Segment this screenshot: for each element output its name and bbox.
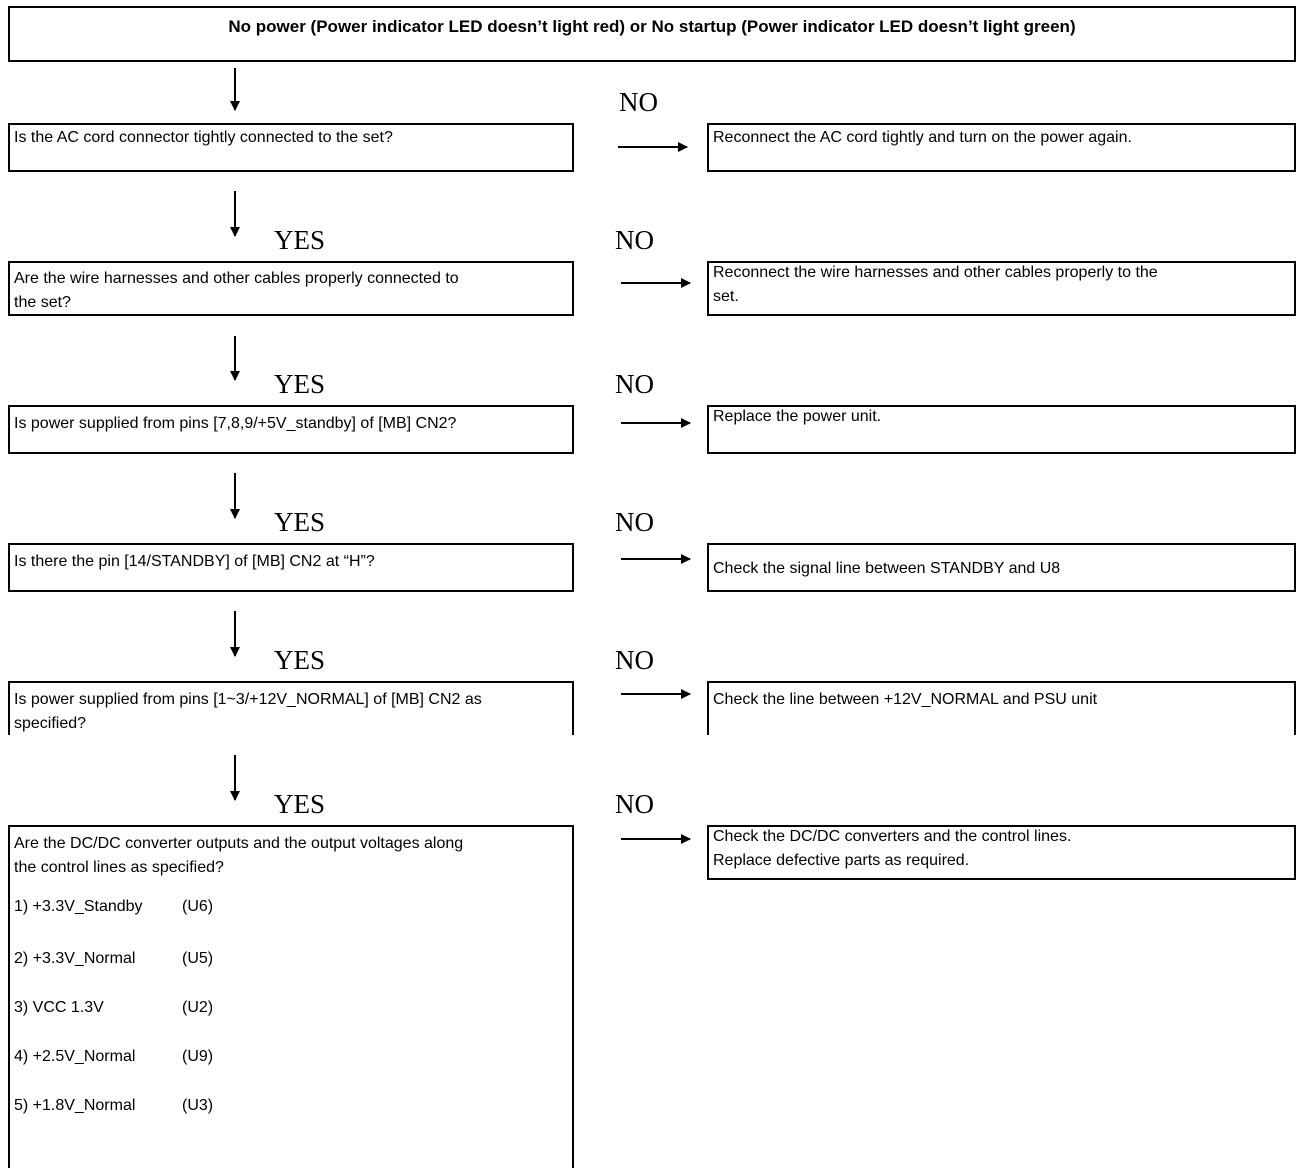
question-text-1: Is the AC cord connector tightly connected to the set? [14,129,393,146]
question-box-4 [8,543,574,592]
question-box-1 [8,123,574,172]
no-label-5: NO [615,645,654,675]
question-text-3: Is power supplied from pins [7,8,9/+5V_standby] of [MB] CN2? [14,415,457,432]
action-text-2: Reconnect the wire harnesses and other cables properly to the set. [713,264,1158,305]
action-box-1 [707,123,1296,172]
action-box-2 [707,261,1296,316]
converter-ref: (U9) [182,1048,214,1065]
no-label-3: NO [615,369,654,399]
yes-label-5: YES [274,789,326,819]
action-text-5: Check the line between +12V_NORMAL and PSU unit [713,691,1098,708]
converter-ref: (U2) [182,999,214,1016]
question-text-4: Is there the pin [14/STANDBY] of [MB] CN2 at “H”? [14,553,375,570]
no-label-6: NO [615,789,654,819]
action-box-5 [707,681,1296,735]
question-box-3 [8,405,574,454]
flowchart-title: No power (Power indicator LED doesn’t light red) or No startup (Power indicator LED doesn’t light green) [228,17,1076,36]
yes-label-1: YES [274,225,326,255]
question-text-6: Are the DC/DC converter outputs and the output voltages along the control lines as specified? [14,835,464,876]
converter-name: 5) +1.8V_Normal [14,1097,136,1114]
converter-ref: (U3) [182,1097,214,1114]
action-box-3 [707,405,1296,454]
converter-item-1 [14,896,214,918]
converter-item-5 [14,1095,214,1117]
converter-name: 1) +3.3V_Standby [14,898,143,915]
converter-item-2 [14,948,214,970]
converter-ref: (U6) [182,898,214,915]
converter-item-3 [14,997,214,1019]
converter-name: 2) +3.3V_Normal [14,950,136,967]
yes-label-4: YES [274,645,326,675]
action-text-3: Replace the power unit. [713,408,882,425]
action-text-4: Check the signal line between STANDBY and U8 [713,560,1061,577]
action-box-4 [707,543,1296,592]
converter-name: 4) +2.5V_Normal [14,1048,136,1065]
yes-label-3: YES [274,507,326,537]
converter-name: 3) VCC 1.3V [14,999,104,1016]
no-label-1: NO [619,87,658,117]
converter-item-4 [14,1046,214,1068]
question-box-5 [8,681,574,735]
converter-list-box [8,878,574,1168]
yes-label-2: YES [274,369,326,399]
question-box-6 [8,825,574,880]
action-text-1: Reconnect the AC cord tightly and turn on the power again. [713,129,1132,146]
no-label-2: NO [615,225,654,255]
action-text-6: Check the DC/DC converters and the control lines. Replace defective parts as required. [713,828,1072,869]
action-box-6 [707,825,1296,880]
question-box-2 [8,261,574,316]
converter-ref: (U5) [182,950,214,967]
question-text-5: Is power supplied from pins [1~3/+12V_NORMAL] of [MB] CN2 as specified? [14,691,482,732]
no-label-4: NO [615,507,654,537]
question-text-2: Are the wire harnesses and other cables properly connected to the set? [14,270,459,311]
